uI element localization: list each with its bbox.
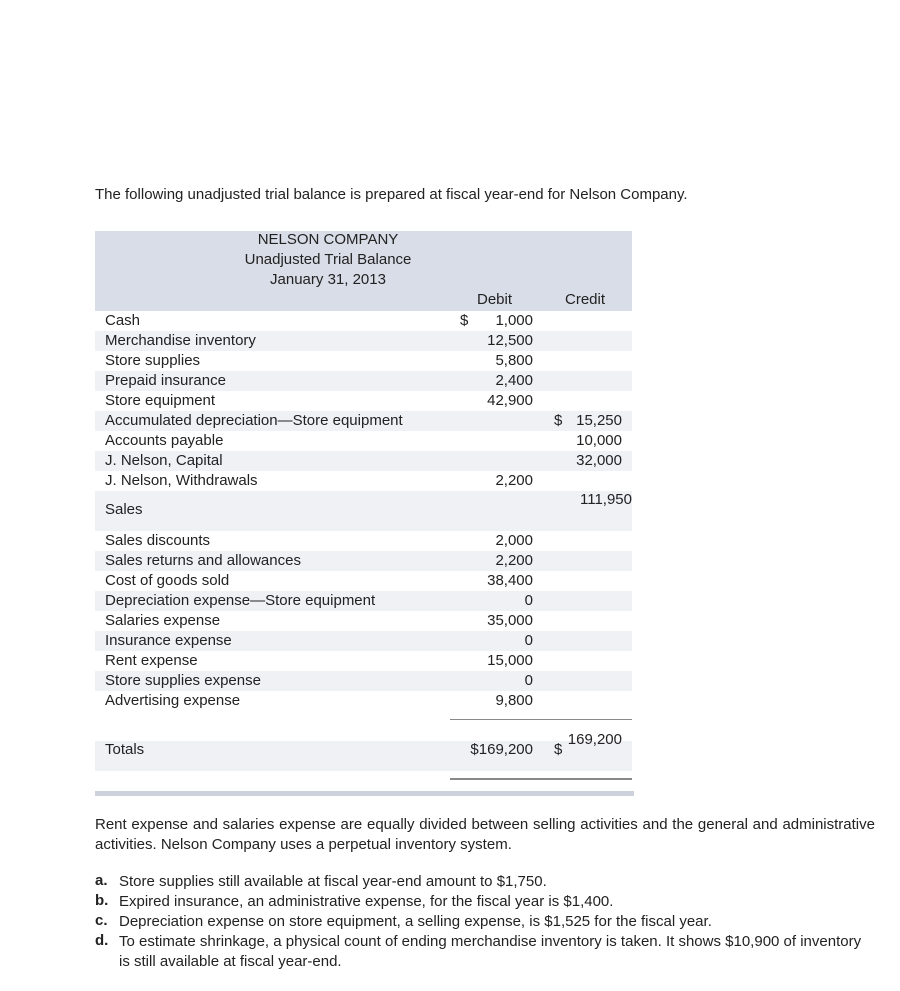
- table-row: [95, 531, 632, 551]
- table-row: [95, 351, 632, 371]
- table-row: [95, 591, 632, 611]
- table-footer-bar: [95, 791, 634, 796]
- requirement-text: Store supplies still available at fiscal year-end amount to $1,750.: [119, 873, 547, 890]
- total-rule-bottom: [450, 778, 632, 780]
- debit-amount: 0: [524, 632, 533, 649]
- account-label: Prepaid insurance: [105, 372, 226, 389]
- debit-amount: 2,400: [495, 372, 533, 389]
- account-label: J. Nelson, Capital: [105, 452, 223, 469]
- table-row: [95, 471, 632, 491]
- table-row: [95, 611, 632, 631]
- table-row: [95, 411, 632, 431]
- table-row: [95, 631, 632, 651]
- account-label: Sales discounts: [105, 532, 211, 549]
- debit-sign: $: [460, 312, 469, 329]
- table-row: [95, 431, 632, 451]
- credit-amount: 10,000: [576, 432, 622, 449]
- totals-credit-sign: $: [554, 741, 563, 758]
- totals-label: Totals: [105, 741, 145, 758]
- credit-amount: 15,250: [576, 412, 622, 429]
- account-label: Sales: [105, 501, 143, 518]
- account-label: Cost of goods sold: [105, 572, 230, 589]
- credit-amount: 32,000: [576, 452, 622, 469]
- note-text: Rent expense and salaries expense are equally divided between selling activities and the general and administrative activities. Nelson Company uses a perpetual inventory system.: [95, 816, 875, 853]
- table-row: [95, 691, 632, 711]
- account-label: Merchandise inventory: [105, 332, 256, 349]
- account-label: Advertising expense: [105, 692, 241, 709]
- account-label: Accounts payable: [105, 432, 224, 449]
- debit-amount: 42,900: [487, 392, 533, 409]
- table-row: [95, 391, 632, 411]
- debit-amount: 35,000: [487, 612, 533, 629]
- debit-amount: 5,800: [495, 352, 533, 369]
- debit-amount: 15,000: [487, 652, 533, 669]
- table-row: [95, 311, 632, 331]
- table-row: [95, 551, 632, 571]
- requirement-letter: c.: [95, 912, 108, 929]
- company-name: NELSON COMPANY: [257, 231, 399, 248]
- credit-column-header: Credit: [565, 291, 606, 308]
- total-rule-top: [450, 719, 632, 720]
- requirement-letter: b.: [95, 892, 109, 909]
- debit-amount: 12,500: [487, 332, 533, 349]
- account-label: Depreciation expense—Store equipment: [105, 592, 376, 609]
- credit-amount: 111,950: [580, 491, 632, 508]
- table-row: [95, 491, 632, 531]
- totals-debit: $169,200: [470, 741, 533, 758]
- debit-amount: 0: [524, 592, 533, 609]
- debit-amount: 0: [524, 672, 533, 689]
- debit-amount: 2,200: [495, 472, 533, 489]
- totals-row: [95, 731, 632, 771]
- requirement-letter: d.: [95, 932, 109, 949]
- intro-text: The following unadjusted trial balance is prepared at fiscal year-end for Nelson Company.: [95, 186, 688, 203]
- account-label: Insurance expense: [105, 632, 232, 649]
- account-label: Rent expense: [105, 652, 198, 669]
- table-row: [95, 451, 632, 471]
- debit-amount: 2,000: [495, 532, 533, 549]
- requirement-letter: a.: [95, 872, 108, 889]
- debit-column-header: Debit: [477, 291, 513, 308]
- credit-sign: $: [554, 412, 563, 429]
- debit-amount: 2,200: [495, 552, 533, 569]
- statement-date: January 31, 2013: [270, 271, 386, 288]
- account-label: Sales returns and allowances: [105, 552, 301, 569]
- totals-credit: 169,200: [567, 731, 622, 748]
- debit-amount: 38,400: [487, 572, 533, 589]
- account-label: Salaries expense: [105, 612, 221, 629]
- account-label: Store supplies expense: [105, 672, 261, 689]
- table-row: [95, 371, 632, 391]
- table-row: [95, 571, 632, 591]
- requirement-text: Depreciation expense on store equipment, a selling expense, is $1,525 for the fiscal year.: [119, 913, 712, 930]
- account-label: Store equipment: [105, 392, 216, 409]
- table-row: [95, 671, 632, 691]
- requirement-text: Expired insurance, an administrative expense, for the fiscal year is $1,400.: [119, 893, 614, 910]
- statement-title: Unadjusted Trial Balance: [244, 251, 412, 268]
- account-label: J. Nelson, Withdrawals: [105, 472, 258, 489]
- account-label: Store supplies: [105, 352, 201, 369]
- table-row: [95, 651, 632, 671]
- account-label: Cash: [105, 312, 141, 329]
- table-row: [95, 331, 632, 351]
- debit-amount: 9,800: [495, 692, 533, 709]
- account-label: Accumulated depreciation—Store equipment: [105, 412, 403, 429]
- debit-amount: 1,000: [495, 312, 533, 329]
- requirement-text: To estimate shrinkage, a physical count of ending merchandise inventory is taken. It shows $10,900 of inventory is still available at fiscal year-end.: [119, 933, 862, 970]
